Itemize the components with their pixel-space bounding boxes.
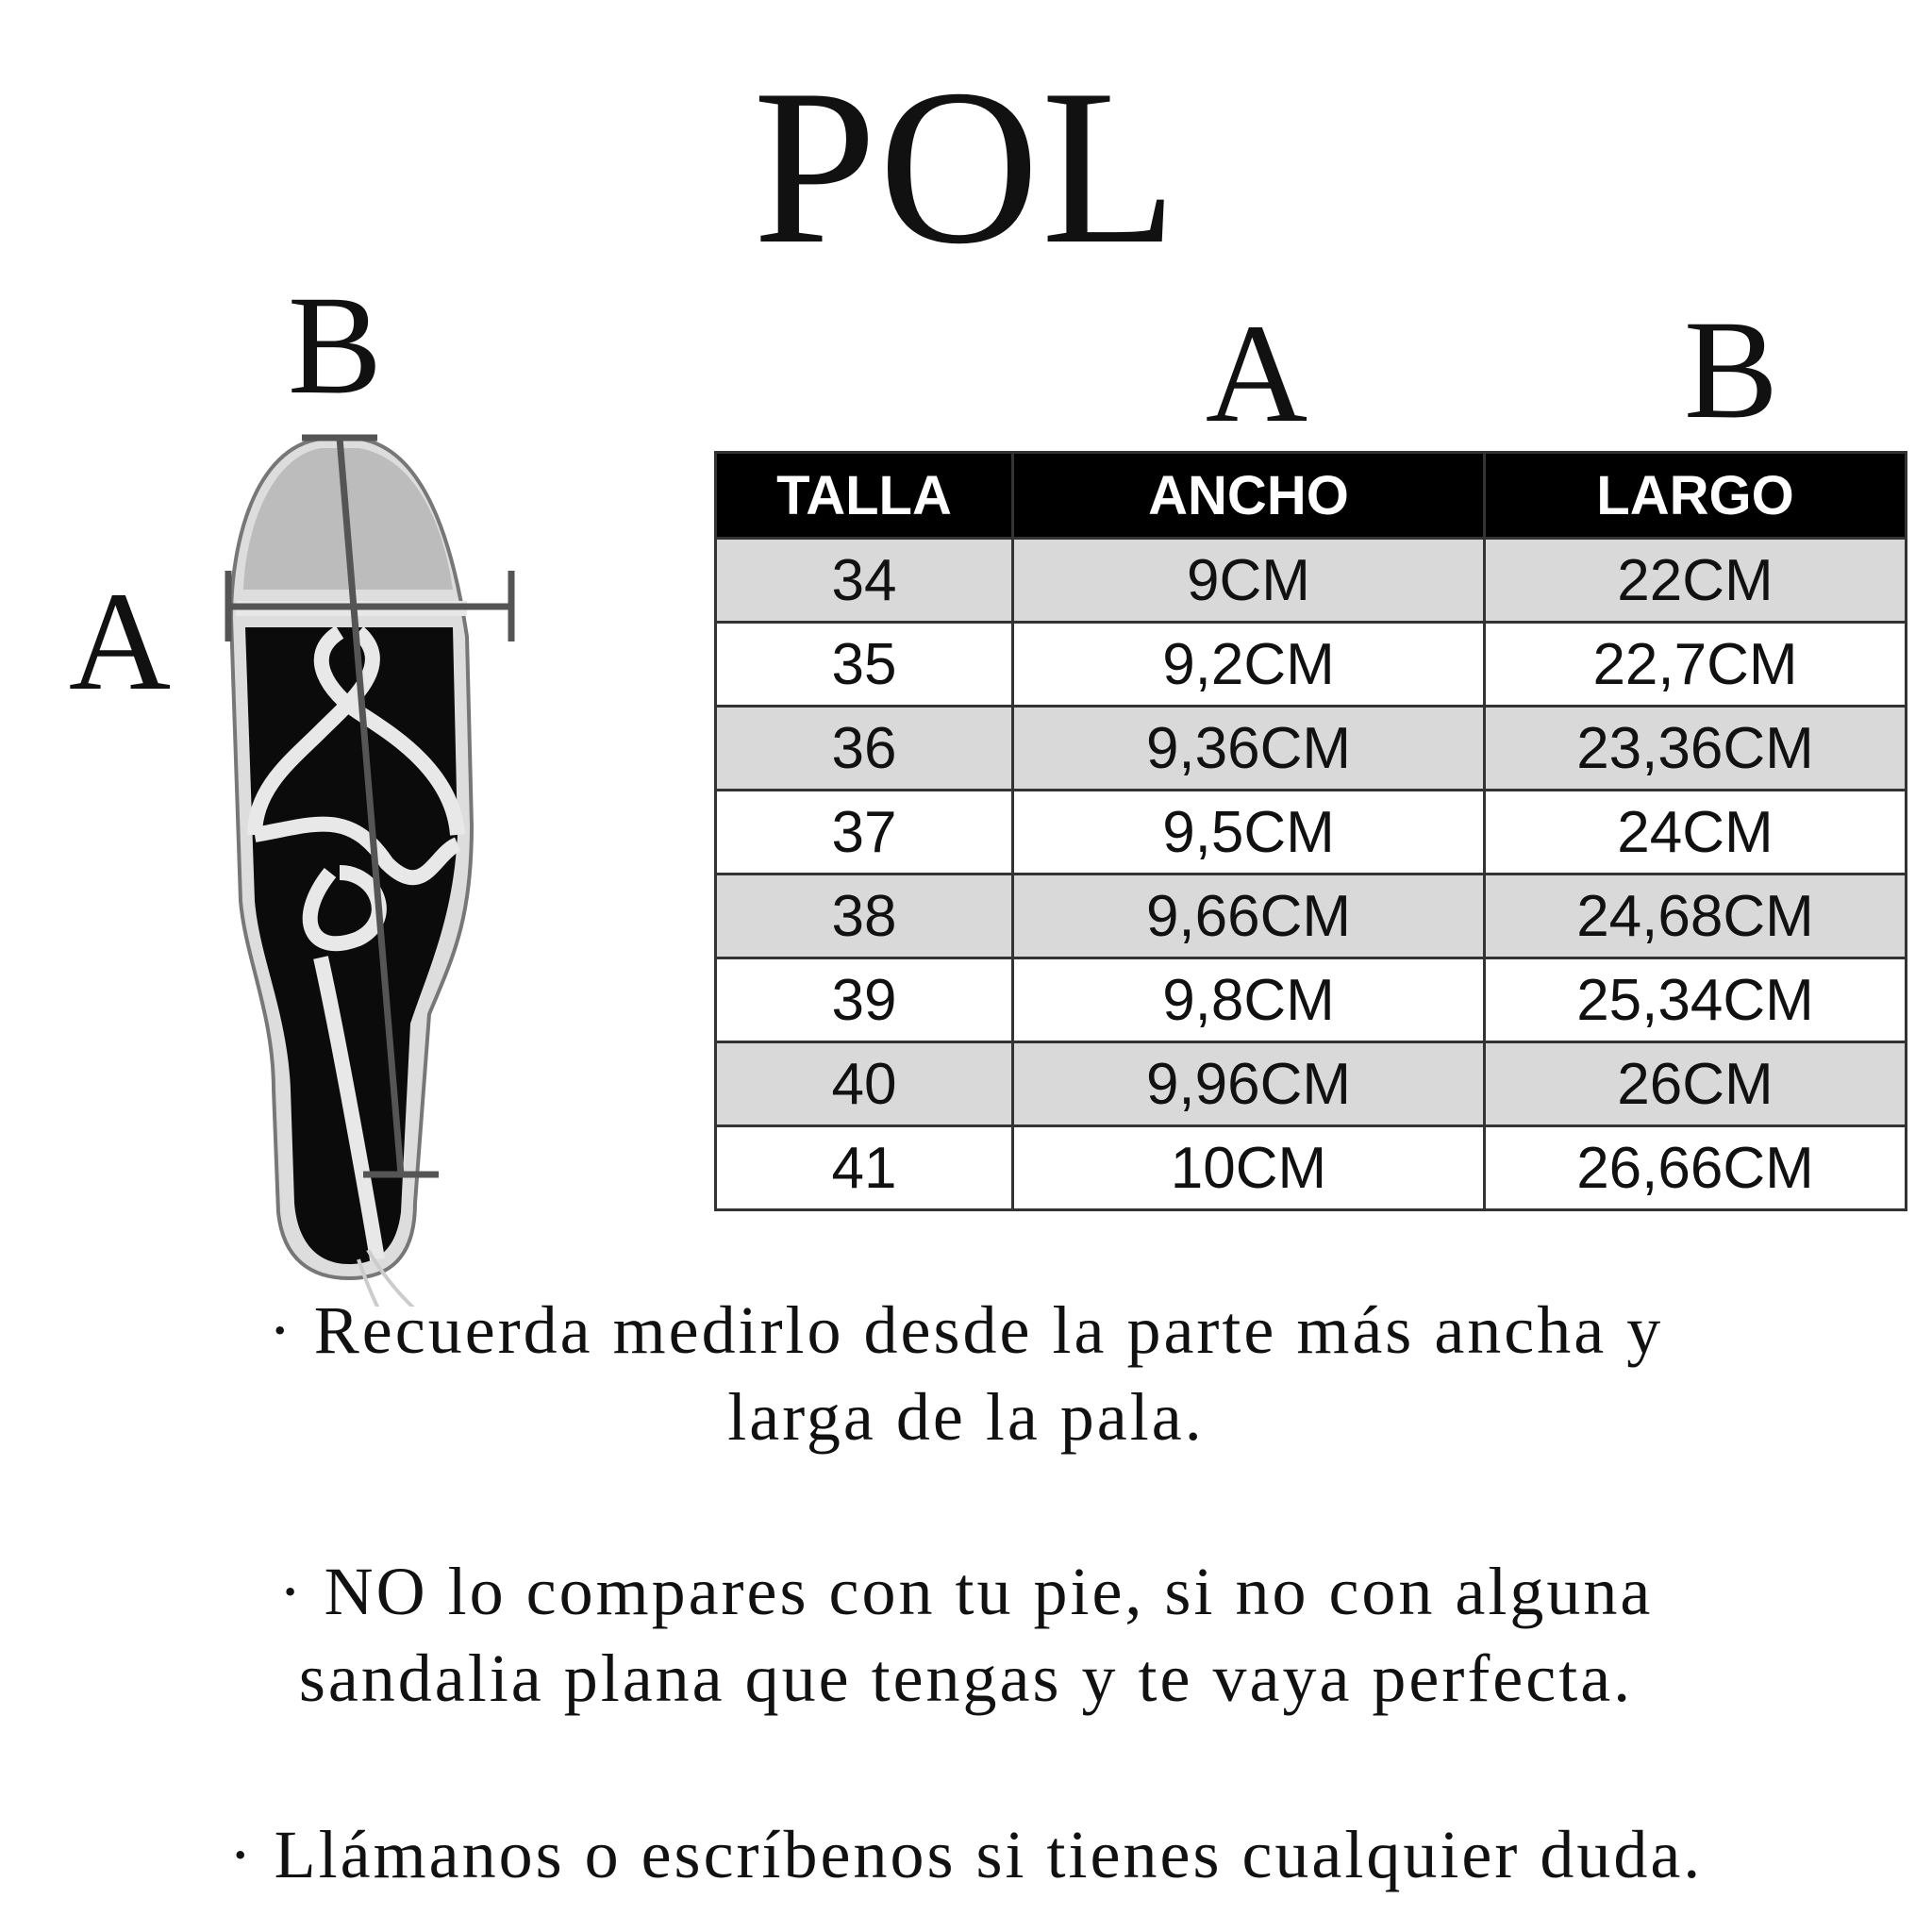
table-row [716,707,1907,791]
note-compare [0,1548,1932,1722]
cell-talla: 35 [716,623,1013,707]
table-row [716,1126,1907,1210]
column-label-b: B [1683,291,1779,448]
column-label-a: A [1205,295,1308,452]
size-table [714,451,1907,1211]
diagram-label-a: A [68,563,172,720]
cell-ancho: 10CM [1013,1126,1485,1210]
note-measure [0,1287,1932,1460]
table-row [716,539,1907,623]
cell-ancho: 9,96CM [1013,1042,1485,1126]
note-line: · NO lo compares con tu pie, si no con alguna [278,1554,1654,1629]
cell-talla: 40 [716,1042,1013,1126]
cell-largo: 23,36CM [1485,707,1907,791]
header-talla: TALLA [716,453,1013,539]
table-header-row [716,453,1907,539]
cell-talla: 41 [716,1126,1013,1210]
cell-talla: 39 [716,958,1013,1042]
product-title: POL [753,44,1179,291]
cell-ancho: 9,5CM [1013,791,1485,874]
note-line: sandalia plana que tengas y te vaya perfecta. [298,1641,1634,1716]
cell-largo: 26CM [1485,1042,1907,1126]
cell-largo: 22,7CM [1485,623,1907,707]
cell-talla: 34 [716,539,1013,623]
sandal-measurement-illustration [217,429,575,1307]
cell-ancho: 9,66CM [1013,874,1485,958]
table-row [716,1042,1907,1126]
cell-ancho: 9,2CM [1013,623,1485,707]
table-row [716,874,1907,958]
cell-talla: 36 [716,707,1013,791]
cell-talla: 38 [716,874,1013,958]
note-line: · Llámanos o escríbenos si tienes cualquier duda. [228,1817,1704,1892]
cell-largo: 22CM [1485,539,1907,623]
cell-largo: 26,66CM [1485,1126,1907,1210]
note-contact [0,1811,1932,1898]
table-row [716,958,1907,1042]
cell-largo: 24,68CM [1485,874,1907,958]
note-line: · Recuerda medirlo desde la parte más ancha y [268,1292,1664,1368]
cell-talla: 37 [716,791,1013,874]
cell-ancho: 9CM [1013,539,1485,623]
cell-ancho: 9,36CM [1013,707,1485,791]
note-line: larga de la pala. [727,1379,1205,1455]
table-row [716,791,1907,874]
header-ancho: ANCHO [1013,453,1485,539]
cell-largo: 24CM [1485,791,1907,874]
cell-largo: 25,34CM [1485,958,1907,1042]
table-row [716,623,1907,707]
cell-ancho: 9,8CM [1013,958,1485,1042]
diagram-label-b: B [287,267,383,424]
header-largo: LARGO [1485,453,1907,539]
